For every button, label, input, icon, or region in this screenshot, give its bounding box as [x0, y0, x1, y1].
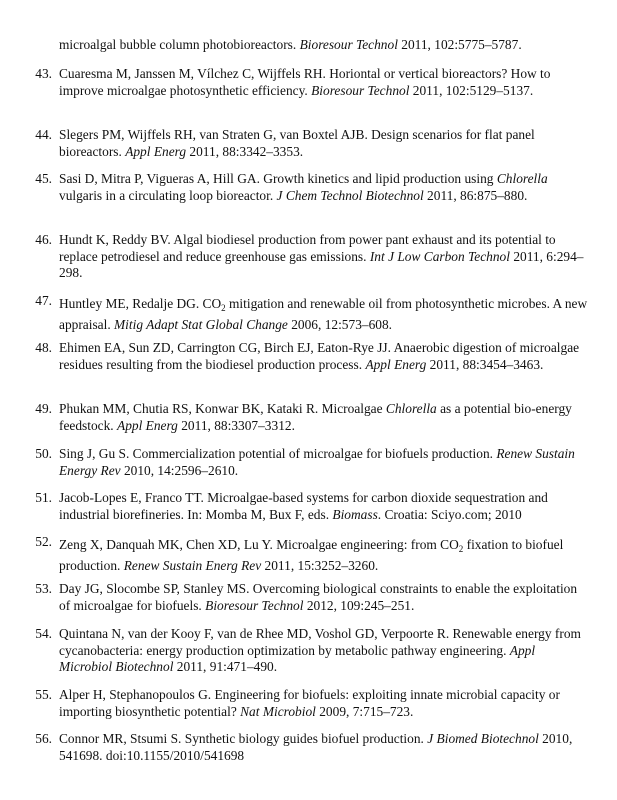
reference-authors-title: Alper H, Stephanopoulos G. Engineering for biofuels: exploiting innate microbial capacity or importing biosynthetic potential?: [59, 687, 560, 719]
reference-number: 52.: [35, 534, 52, 549]
reference-citation: 2010, 14:2596–2610.: [120, 462, 239, 478]
reference-text: [59, 232, 589, 282]
reference-authors-title: Huntley ME, Redalje DG. CO: [59, 296, 222, 311]
reference-title-cont: as a potential bio-energy feedstock.: [59, 401, 572, 433]
reference-authors-title: Quintana N, van der Kooy F, van de Rhee MD, Voshol GD, Verpoorte R. Renewable energy from cycanobacteria: energy production optimization by metabolic pathway engineering.: [59, 626, 581, 658]
reference-number: 56.: [35, 731, 52, 746]
reference-citation: 2011, 102:5129–5137.: [409, 82, 534, 98]
reference-number: 47.: [35, 293, 52, 308]
reference-number: 51.: [35, 490, 52, 505]
reference-title-cont: vulgaris in a circulating loop bioreactor.: [59, 187, 277, 203]
reference-authors-title: Cuaresma M, Janssen M, Vílchez C, Wijffels RH. Horiontal or vertical bioreactors? How to improve microalgae photosynthetic efficiency.: [59, 66, 551, 98]
reference-authors-title: Jacob-Lopes E, Franco TT. Microalgae-based systems for carbon dioxide sequestration and industrial biorefineries. In: Momba M, Bux F, eds.: [59, 490, 548, 522]
reference-citation: 2011, 6:294–298.: [59, 248, 584, 281]
reference-journal: J Biomed Biotechnol: [427, 731, 539, 746]
reference-authors-title: Zeng X, Danquah MK, Chen XD, Lu Y. Microalgae engineering: from CO: [59, 537, 459, 552]
reference-species: Chlorella: [496, 171, 548, 186]
reference-authors-title: Hundt K, Reddy BV. Algal biodiesel production from power pant exhaust and its potential to replace petrodiesel and reduce greenhouse gas emissions.: [59, 232, 556, 264]
reference-number: 50.: [35, 446, 52, 461]
reference-text: [59, 401, 589, 434]
reference-citation: 2006, 12:573–608.: [287, 317, 393, 332]
reference-journal: Renew Sustain Energ Rev: [123, 558, 262, 573]
reference-citation: 2011, 86:875–880.: [423, 187, 528, 203]
reference-text: [59, 293, 589, 335]
subscript: 2: [221, 303, 226, 313]
reference-citation: 2011, 15:3252–3260.: [261, 558, 379, 573]
continued-reference-text: microalgal bubble column photobioreactors.: [59, 37, 300, 52]
reference-number: 43.: [35, 66, 52, 81]
reference-number: 46.: [35, 232, 52, 247]
reference-journal: J Chem Technol Biotechnol: [276, 187, 424, 203]
reference-number: 48.: [35, 340, 52, 355]
reference-text: [59, 127, 589, 160]
reference-journal: Bioresour Technol: [205, 597, 304, 613]
reference-authors-title: Day JG, Slocombe SP, Stanley MS. Overcoming biological constraints to enable the exploitation of microalgae for biofuels.: [59, 581, 578, 613]
reference-journal: Appl Energ: [365, 356, 427, 372]
reference-authors-title: Slegers PM, Wijffels RH, van Straten G, van Boxtel AJB. Design scenarios for flat panel bioreactors.: [59, 127, 535, 159]
reference-journal: Biomass: [332, 506, 378, 522]
reference-text: [59, 340, 589, 373]
reference-text: [59, 534, 589, 576]
reference-journal: Appl Microbiol Biotechnol: [59, 642, 536, 675]
reference-title-cont: mitigation and renewable oil from photosynthetic microbes. A new appraisal.: [59, 296, 588, 332]
reference-number: 55.: [35, 687, 52, 702]
reference-number: 49.: [35, 401, 52, 416]
reference-text: [59, 581, 589, 614]
reference-citation: 2011, 88:3454–3463.: [426, 356, 544, 372]
reference-journal: Appl Energ: [117, 417, 178, 433]
reference-text: [59, 66, 589, 99]
reference-citation: . Croatia: Sciyo.com; 2010: [377, 506, 522, 522]
continued-reference: [59, 37, 589, 54]
reference-text: [59, 687, 589, 720]
reference-citation: 2009, 7:715–723.: [315, 703, 414, 719]
reference-text: [59, 171, 589, 204]
reference-journal: Nat Microbiol: [240, 703, 316, 719]
reference-citation: 2010, 541698. doi:10.1155/2010/541698: [59, 731, 573, 763]
reference-authors-title: Sing J, Gu S. Commercialization potential of microalgae for biofuels production.: [59, 446, 497, 461]
reference-number: 53.: [35, 581, 52, 596]
reference-number: 45.: [35, 171, 52, 186]
reference-authors-title: Connor MR, Stsumi S. Synthetic biology guides biofuel production.: [59, 731, 428, 746]
reference-species: Chlorella: [385, 401, 437, 416]
reference-journal: Int J Low Carbon Technol: [369, 248, 510, 264]
reference-text: [59, 731, 589, 764]
continued-reference-tail: 2011, 102:5775–5787.: [397, 37, 522, 52]
reference-citation: 2011, 88:3342–3353.: [186, 143, 304, 159]
reference-number: 44.: [35, 127, 52, 142]
reference-number: 54.: [35, 626, 52, 641]
reference-journal: Renew Sustain Energy Rev: [59, 446, 575, 478]
reference-citation: 2011, 88:3307–3312.: [177, 417, 295, 433]
reference-text: [59, 626, 589, 676]
reference-journal: Appl Energ: [125, 143, 187, 159]
subscript: 2: [458, 544, 464, 554]
reference-citation: 2011, 91:471–490.: [173, 659, 278, 675]
reference-journal: Mitig Adapt Stat Global Change: [114, 317, 288, 332]
reference-journal: Bioresour Technol: [311, 82, 410, 98]
reference-authors-title: Sasi D, Mitra P, Vigueras A, Hill GA. Growth kinetics and lipid production using: [59, 171, 497, 186]
reference-text: [59, 446, 589, 479]
reference-authors-title: Phukan MM, Chutia RS, Konwar BK, Kataki R. Microalgae: [59, 401, 386, 416]
reference-text: [59, 490, 589, 523]
continued-reference-journal: Bioresour Technol: [299, 37, 398, 52]
reference-authors-title: Ehimen EA, Sun ZD, Carrington CG, Birch EJ, Eaton-Rye JJ. Anaerobic digestion of microalgae residues resulting from the biodiesel production process.: [59, 340, 580, 372]
reference-citation: 2012, 109:245–251.: [303, 597, 415, 613]
reference-title-cont: fixation to biofuel production.: [59, 537, 564, 573]
